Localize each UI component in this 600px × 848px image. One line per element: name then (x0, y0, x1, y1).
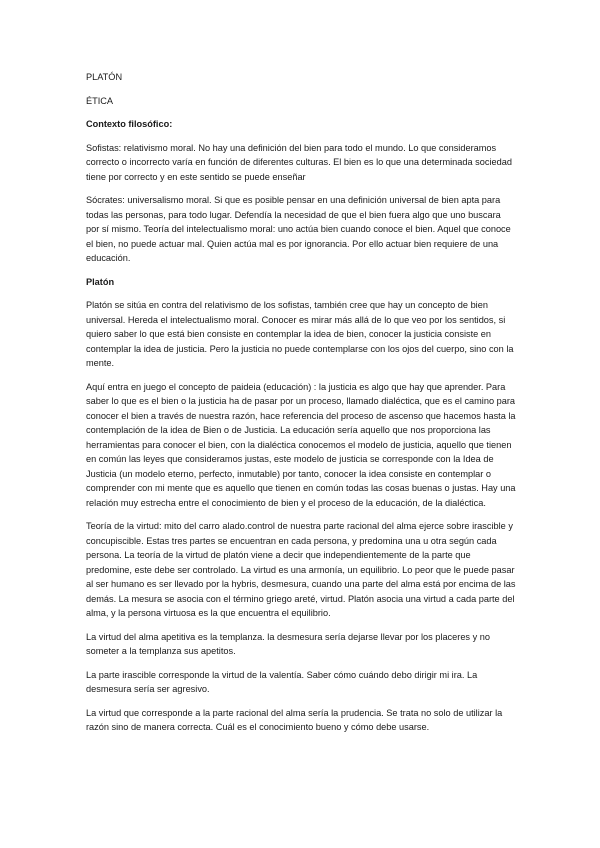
document-body (86, 70, 516, 744)
paragraph-platon: Platón se sitúa en contra del relativismo de los sofistas, también cree que hay un concepto de bien universal. Hereda el intelectualismo moral. Conocer es mirar más allá de lo que veo por los sentidos, si quiero saber lo que está bien consiste en contemplar la idea de bien, conocer la justicia consiste en contemplar la idea de justicia. Pero la justicia no puede contemplarse con los ojos del cuerpo, sino con la mente. (86, 300, 514, 368)
section-heading-context: Contexto filosófico: (86, 119, 173, 129)
paragraph-socrates: Sócrates: universalismo moral. Si que es posible pensar en una definición universal de bien apta para todas las personas, para todo lugar. Defendía la necesidad de que el bien fuera algo que uno buscara por sí mismo. Teoría del intelectualismo moral: uno actúa bien cuando conoce el bien. Aquel que conoce el bien, no puede actuar mal. Quien actúa mal es por ignorancia. Por ello actuar bien requiere de una educación. (86, 195, 511, 263)
paragraph-templanza: La virtud del alma apetitiva es la templanza. la desmesura sería dejarse llevar por los placeres y no someter a la templanza sus apetitos. (86, 631, 490, 656)
section-heading-platon: Platón (86, 276, 115, 287)
paragraph-prudencia: La virtud que corresponde a la parte racional del alma sería la prudencia. Se trata no solo de utilizar la razón sino de manera correcta. Cuál es el conocimiento bueno y cómo debe usarse. (86, 707, 503, 732)
paragraph-paideia: Aquí entra en juego el concepto de paideia (educación) : la justicia es algo que hay que aprender. Para saber lo que es el bien o la justicia ha de pasar por un proceso, llamado dialéctica, que es el camino para conocer el bien a través de nuestra razón, hace referencia del proceso de ascenso que hacemos hasta la contemplación de la idea de Bien o de Justicia. La educación sería aquello que nos proporciona las herramientas para conocer el bien, con la dialéctica conocemos el modelo de justicia, aquello que tienen en común las leyes que consideramos justas, este modelo de justicia se corresponde con la Idea de Justicia (un modelo eterno, perfecto, inmutable) por tanto, conocer la idea consiste en contemplar o comprender con mi mente que es aquello que tienen en común todas las cosas buenas o justas. Hay una relación muy estrecha entre el conocimiento de bien y el proceso de la educación, de la dialéctica. (86, 381, 516, 508)
paragraph-valentia: La parte irascible corresponde la virtud de la valentía. Saber cómo cuándo debo dirigir mi ira. La desmesura sería ser agresivo. (86, 669, 478, 694)
paragraph-virtud: Teoría de la virtud: mito del carro alado.control de nuestra parte racional del alma ejerce sobre irascible y concupiscible. Estas tres partes se encuentran en cada persona, y predomina una u otra según cada persona. La teoría de la virtud de platón viene a decir que independientemente de la parte que predomine, este debe ser controlado. La virtud es una armonía, un equilibrio. Lo peor que le puede pasar al ser humano es ser llevado por la hybris, desmesura, cuando una parte del alma está por encima de las demás. La mesura se asocia con el término griego areté, virtud. Platón asocia una virtud a cada parte del alma, y la persona virtuosa es la que encuentra el equilibrio. (86, 521, 516, 618)
paragraph-sofistas: Sofistas: relativismo moral. No hay una definición del bien para todo el mundo. Lo que consideramos correcto o incorrecto varía en función de diferentes culturas. El bien es lo que una determinada sociedad tiene por correcto y en este sentido se puede enseñar (86, 142, 512, 182)
document-title: PLATÓN (86, 72, 123, 82)
document-subtitle: ÉTICA (86, 95, 114, 106)
